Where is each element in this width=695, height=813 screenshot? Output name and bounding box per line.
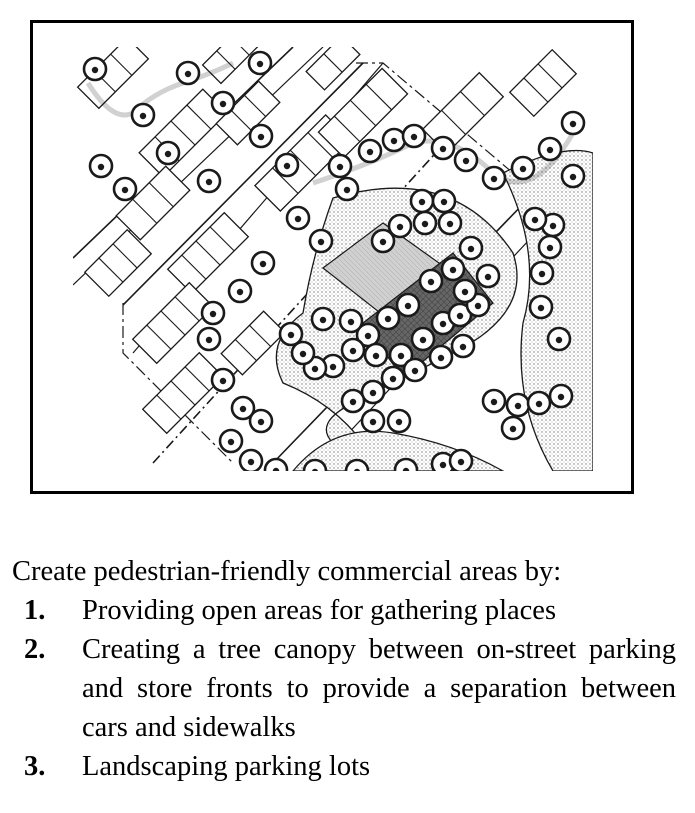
tree-trunk-mark — [380, 239, 386, 245]
guideline-text-2: Creating a tree canopy between on-street parking and store fronts to provide a separation between cars and sidewalks — [82, 634, 676, 743]
tree-trunk-mark — [532, 217, 538, 223]
tree-trunk-mark — [570, 174, 576, 180]
tree-trunk-mark — [370, 390, 376, 396]
tree-trunk-mark — [462, 289, 468, 295]
tree-trunk-mark — [350, 399, 356, 405]
tree-trunk-mark — [570, 121, 576, 127]
tree-trunk-mark — [440, 462, 446, 468]
tree-trunk-mark — [367, 149, 373, 155]
tree-trunk-mark — [420, 337, 426, 343]
tree-trunk-mark — [210, 311, 216, 317]
tree-trunk-mark — [412, 368, 418, 374]
tree-trunk-mark — [258, 419, 264, 425]
tree-trunk-mark — [438, 355, 444, 361]
tree-trunk-mark — [320, 317, 326, 323]
tree-trunk-mark — [390, 376, 396, 382]
tree-trunk-mark — [468, 246, 474, 252]
tree-trunk-mark — [396, 419, 402, 425]
tree-trunk-mark — [288, 332, 294, 338]
tree-trunk-mark — [547, 147, 553, 153]
tree-trunk-mark — [405, 303, 411, 309]
tree-trunk-mark — [258, 134, 264, 140]
guideline-item-1 — [12, 591, 676, 630]
guideline-text-3: Landscaping parking lots — [82, 751, 371, 782]
parking-stall-block — [221, 311, 285, 375]
tree-trunk-mark — [460, 344, 466, 350]
tree-trunk-mark — [98, 164, 104, 170]
tree-trunk-mark — [354, 469, 360, 475]
tree-trunk-mark — [350, 348, 356, 354]
tree-trunk-mark — [440, 146, 446, 152]
tree-trunk-mark — [300, 351, 306, 357]
tree-trunk-mark — [558, 394, 564, 400]
tree-trunk-mark — [422, 221, 428, 227]
tree-trunk-mark — [441, 199, 447, 205]
tree-trunk-mark — [403, 468, 409, 474]
tree-trunk-mark — [237, 289, 243, 295]
tree-trunk-mark — [556, 337, 562, 343]
parking-stall-block — [143, 353, 224, 434]
guideline-text-1: Providing open areas for gathering places — [82, 595, 557, 626]
tree-trunk-mark — [312, 469, 318, 475]
tree-trunk-mark — [140, 113, 146, 119]
tree-trunk-mark — [185, 71, 191, 77]
tree-trunk-mark — [398, 353, 404, 359]
tree-trunk-mark — [330, 364, 336, 370]
tree-trunk-mark — [475, 303, 481, 309]
tree-trunk-mark — [485, 274, 491, 280]
tree-trunk-mark — [419, 199, 425, 205]
tree-trunk-mark — [391, 138, 397, 144]
caption-block — [12, 552, 676, 786]
tree-trunk-mark — [318, 239, 324, 245]
tree-trunk-mark — [447, 221, 453, 227]
tree-trunk-mark — [440, 321, 446, 327]
tree-trunk-mark — [206, 179, 212, 185]
caption-intro: Create pedestrian-friendly commercial areas by: — [12, 556, 562, 587]
parking-stall-block — [306, 36, 360, 90]
tree-trunk-mark — [206, 337, 212, 343]
tree-trunk-mark — [240, 406, 246, 412]
tree-trunk-mark — [312, 366, 318, 372]
tree-trunk-mark — [273, 468, 279, 474]
tree-trunk-mark — [248, 459, 254, 465]
tree-trunk-mark — [539, 271, 545, 277]
tree-trunk-mark — [370, 419, 376, 425]
tree-trunk-mark — [165, 151, 171, 157]
tree-trunk-mark — [457, 313, 463, 319]
tree-trunk-mark — [295, 216, 301, 222]
tree-trunk-mark — [122, 187, 128, 193]
tree-trunk-mark — [220, 378, 226, 384]
tree-trunk-mark — [491, 399, 497, 405]
tree-trunk-mark — [92, 67, 98, 73]
tree-trunk-mark — [463, 158, 469, 164]
tree-trunk-mark — [260, 261, 266, 267]
tree-trunk-mark — [450, 267, 456, 273]
tree-trunk-mark — [257, 61, 263, 67]
tree-trunk-mark — [428, 279, 434, 285]
tree-trunk-mark — [510, 426, 516, 432]
tree-trunk-mark — [373, 353, 379, 359]
tree-trunk-mark — [397, 224, 403, 230]
tree-trunk-mark — [536, 401, 542, 407]
guideline-list — [12, 591, 676, 786]
tree-trunk-mark — [538, 305, 544, 311]
guideline-item-3 — [12, 747, 676, 786]
tree-trunk-mark — [411, 134, 417, 140]
site-plan-figure — [30, 20, 634, 494]
tree-trunk-mark — [228, 439, 234, 445]
guideline-number-1: 1. — [24, 595, 46, 626]
tree-trunk-mark — [284, 163, 290, 169]
tree-trunk-mark — [491, 176, 497, 182]
tree-trunk-mark — [365, 333, 371, 339]
tree-trunk-mark — [348, 319, 354, 325]
tree-trunk-mark — [550, 223, 556, 229]
guideline-item-2 — [12, 630, 676, 747]
tree-trunk-mark — [520, 166, 526, 172]
tree-trunk-mark — [458, 459, 464, 465]
guideline-number-3: 3. — [24, 751, 46, 782]
tree-trunk-mark — [344, 187, 350, 193]
tree-trunk-mark — [515, 403, 521, 409]
tree-trunk-mark — [385, 316, 391, 322]
guideline-number-2: 2. — [24, 634, 46, 665]
tree-trunk-mark — [337, 164, 343, 170]
tree-trunk-mark — [220, 101, 226, 107]
parking-stall-block — [133, 283, 214, 364]
site-plan-drawing — [33, 23, 631, 491]
parking-stall-block — [510, 50, 576, 116]
tree-trunk-mark — [547, 245, 553, 251]
